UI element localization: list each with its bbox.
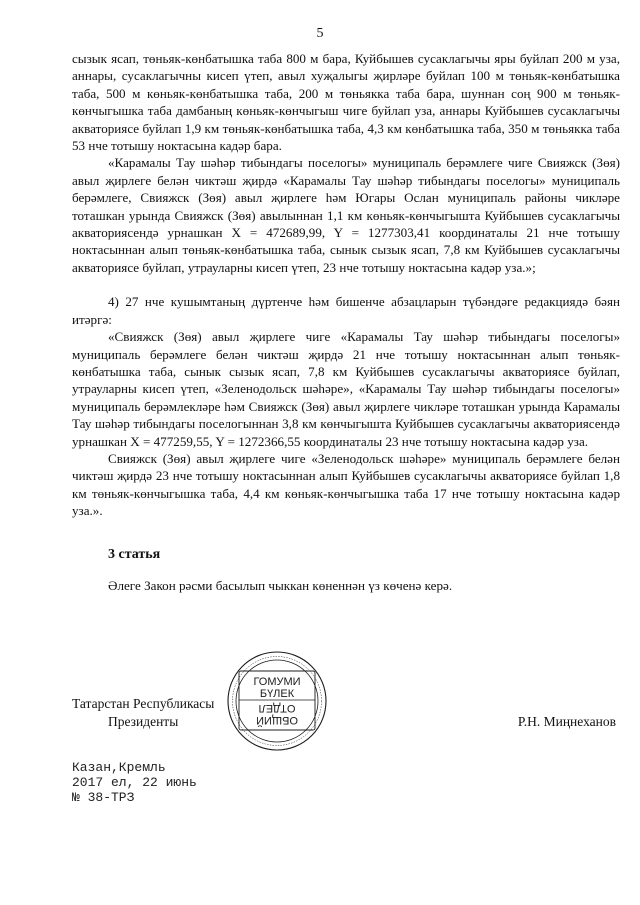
footer-number: № 38-ТРЗ [72, 790, 135, 805]
footer-date: 2017 ел, 22 июнь [72, 775, 197, 790]
document-footer [72, 760, 197, 805]
paragraph-sviyazhsk-boundary: «Свияжск (Зөя) авыл җирлеге чиге «Карамалы Тау шәһәр тибындагы поселогы» муниципаль берәмлеге белән чиктәш җирдә 21 нче тотышу ноктасыннан алып төньяк-көнбатышка таба, сынык сызык ясап, 7,8 км Куйбышев сусаклагычы акваториясе буйлап, утрауларны кисеп үтеп, «Зеленодольск шәһәре», «Карамалы Тау шәһәр тибындагы поселогы» муниципаль берәмлекләре һәм Свияжск (Зөя) авыл җирлеге чикләре тоташкан урында Карамалы Тау шәһәр тибындагы поселогыннан 3,8 км көнчыгышта Куйбышев сусаклагычы акваториясендә урнашкан X = 477259,55, Y = 1272366,55 координаталы 23 нче тотышу ноктасына кадәр уза. [72, 329, 620, 449]
signer-position-line2: Президенты [108, 714, 179, 729]
paragraph-zelenodolsk-boundary: Свияжск (Зөя) авыл җирлеге чиге «Зеленодольск шәһәре» муниципаль берәмлеге белән чиктәш җирдә 23 нче тотышу ноктасыннан алып Куйбышев сусаклагычы акваториясе буйлап 1,8 км төньяк-көнчыгышка таба, 4,4 км көньяк-көнчыгышка таба 17 нче тотышу ноктасына кадәр уза.». [72, 450, 620, 519]
signer-name: Р.Н. Миңнеханов [517, 714, 616, 729]
page-number: 5 [316, 26, 324, 41]
stamp-text-1: ГОМУМИ [253, 676, 301, 688]
stamp-text-3: ОТДЕЛ [258, 702, 296, 714]
stamp-text-2: БҮЛЕК [259, 688, 295, 700]
paragraph-amendment-4: 4) 27 нче кушымтаның дүртенче һәм бишенче абзацларын түбәндәге редакциядә бәян итәргә: [72, 294, 620, 327]
article-3-text: Әлеге Закон рәсми басылып чыккан көненнән үз көченә керә. [108, 577, 453, 593]
paragraph-continuation: сызык ясап, төньяк-көнбатышка таба 800 м бара, Куйбышев сусаклагычы яры буйлап 200 м уза, аннары, сусаклагычны кисеп үтеп, авыл хуҗалыгы җирләре буйлап 100 м төньяк-көнбатышка таба, 500 м көньяк-көнбатышка таба, 200 м төньякка таба бара, шуннан соң 900 м төньяк-көнчыгышка таба дамбаның көньяк-көнчыгыш чиге буйлап уза, аннары Куйбышев сусаклагычы акваториясе буйлап 1,9 км төньяк-көнбатышка таба, 4,3 км көнбатышка таба, 350 м төньякка таба 53 нче тотышу ноктасына кадәр бара. [72, 51, 620, 154]
article-3-title: 3 статья [108, 546, 161, 562]
stamp-text-4: ОБЩИЙ [256, 714, 298, 726]
paragraph-karamaly-boundary: «Карамалы Тау шәһәр тибындагы поселогы» муниципаль берәмлеге чиге Свияжск (Зөя) авыл җирлеге белән чиктәш җирдә «Карамалы Тау шәһәр тибындагы поселогы» муниципаль берәмлеге, Свияжск (Зөя) авыл җирлеге һәм Югары Ослан муниципаль районы чикләре тоташкан урында Свияжск (Зөя) авылыннан 1,1 км көньяк-көнчыгышта Куйбышев сусаклагычы акваториясендә урнашкан X = 472689,99, Y = 1277303,41 координаталы 21 нче тотышу ноктасыннан алып төньяк-көнбатышка таба, сынык сызык ясап, 7,8 км Куйбышев сусаклагычы акваториясе буйлап, утрауларны кисеп үтеп, 23 нче тотышу ноктасына кадәр уза.»; [72, 155, 620, 275]
footer-place: Казан,Кремль [72, 760, 166, 775]
document-body [72, 50, 620, 594]
signer-position-line1: Татарстан Республикасы [72, 696, 215, 711]
official-stamp [199, 650, 339, 754]
